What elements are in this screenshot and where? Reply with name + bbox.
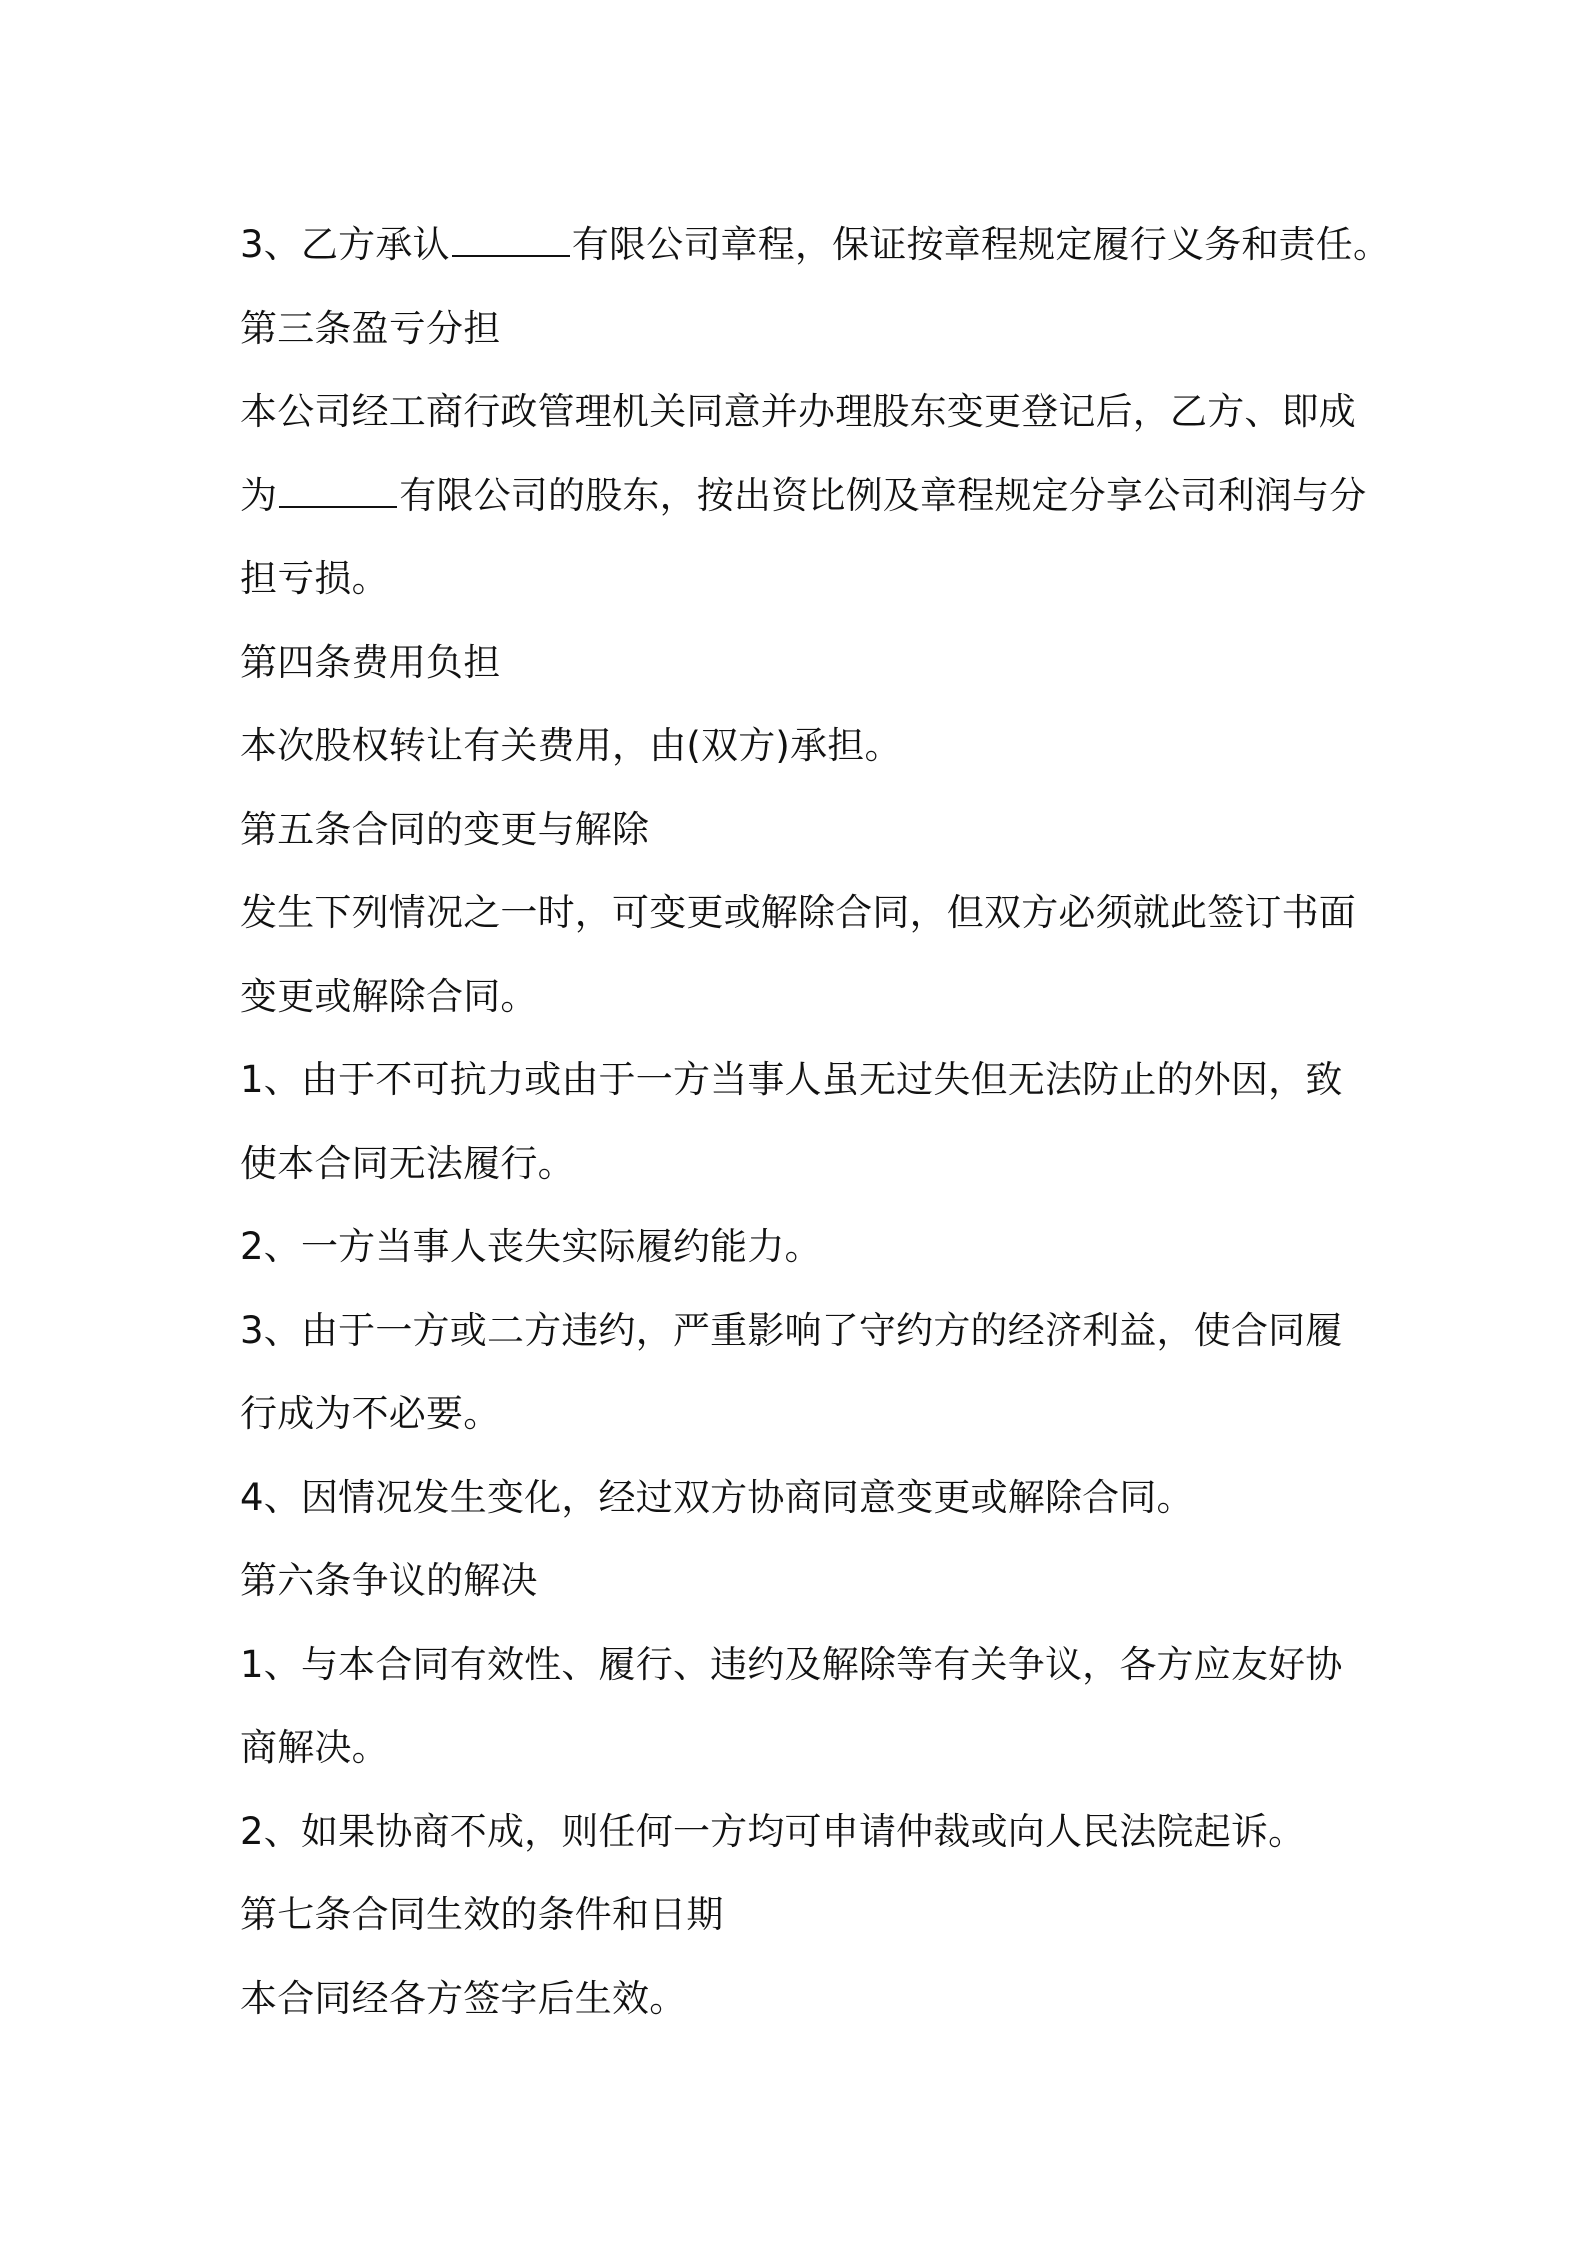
list-item: 4、因情况发生变化，经过双方协商同意变更或解除合同。 [240,1475,1194,1519]
list-item-continuation: 商解决。 [240,1726,389,1769]
list-item-continuation: 行成为不必要。 [240,1392,501,1435]
paragraph-line: 本合同经各方签字后生效。 [240,1976,687,2020]
article-3-heading: 第三条盈亏分担 [240,306,501,350]
paragraph-line: 担亏损。 [240,557,389,600]
list-item: 2、如果协商不成，则任何一方均可申请仲裁或向人民法院起诉。 [240,1809,1306,1853]
article-4-heading: 第四条费用负担 [240,640,501,684]
list-item-continuation: 使本合同无法履行。 [240,1141,575,1185]
text-segment: 3、乙方承认 [240,223,450,266]
document-body [240,203,1391,2040]
paragraph-line: 发生下列情况之一时，可变更或解除合同，但双方必须就此签订书面 [240,891,1356,934]
paragraph-line: 变更或解除合同。 [240,974,538,1018]
clause-item-3 [240,203,1391,287]
paragraph-line: 本次股权转让有关费用，由(双方)承担。 [240,724,902,767]
text-segment: 有限公司章程，保证按章程规定履行义务和责任。 [571,223,1391,266]
list-item: 2、一方当事人丧失实际履约能力。 [240,1225,822,1268]
fill-in-blank [452,225,570,257]
list-item: 3、由于一方或二方违约，严重影响了守约方的经济利益，使合同履 [240,1308,1343,1352]
article-7-heading: 第七条合同生效的条件和日期 [240,1893,724,1936]
paragraph-line: 本公司经工商行政管理机关同意并办理股东变更登记后，乙方、即成 [240,390,1356,433]
fill-in-blank [279,476,397,508]
list-item: 1、由于不可抗力或由于一方当事人虽无过失但无法防止的外因，致 [240,1058,1343,1101]
text-segment: 有限公司的股东，按出资比例及章程规定分享公司利润与分 [399,473,1367,517]
paragraph-line [240,454,1365,538]
article-6-heading: 第六条争议的解决 [240,1559,538,1602]
list-item: 1、与本合同有效性、履行、违约及解除等有关争议，各方应友好协 [240,1642,1343,1686]
article-5-heading: 第五条合同的变更与解除 [240,807,650,851]
text-segment: 为 [240,473,278,517]
